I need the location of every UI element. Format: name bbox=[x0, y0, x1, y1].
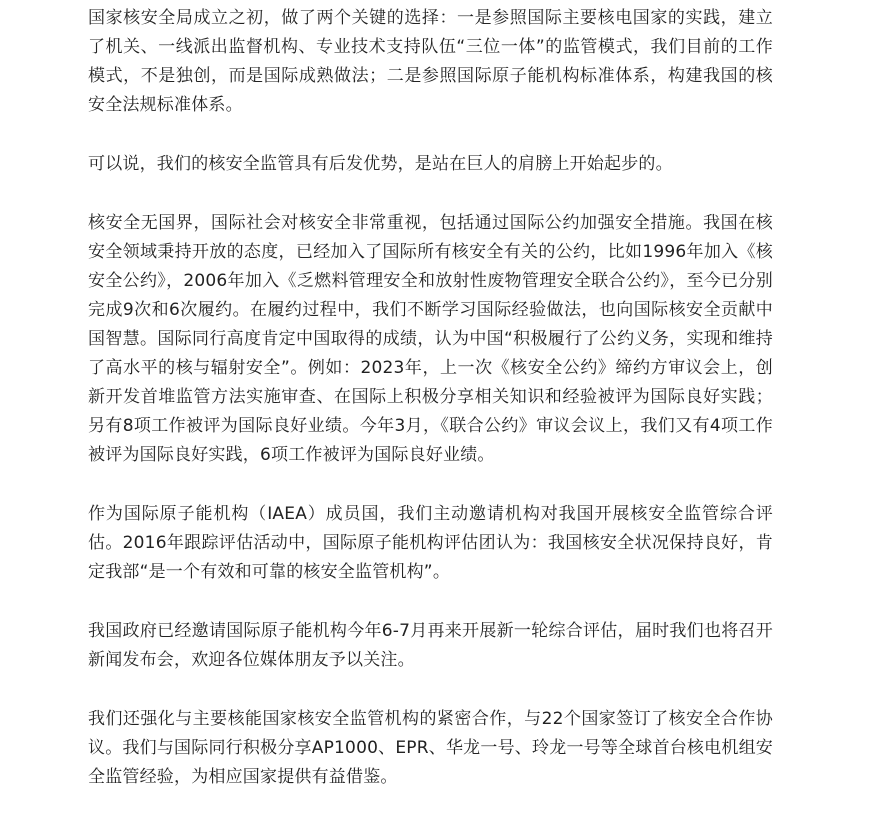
paragraph-bilateral-cooperation: 我们还强化与主要核能国家核安全监管机构的紧密合作，与22个国家签订了核安全合作协议。我们与国际同行积极分享AP1000、EPR、华龙一号、玲龙一号等全球首台核电机组安全监管经验，为相应国家提供有益借鉴。 bbox=[88, 709, 773, 787]
paragraph-new-assessment: 我国政府已经邀请国际原子能机构今年6-7月再来开展新一轮综合评估，届时我们也将召开新闻发布会，欢迎各位媒体朋友予以关注。 bbox=[88, 621, 773, 670]
paragraph-founding-choices: 国家核安全局成立之初，做了两个关键的选择：一是参照国际主要核电国家的实践，建立了机关、一线派出监督机构、专业技术支持队伍“三位一体”的监管模式，我们目前的工作模式，不是独创，而是国际成熟做法；二是参照国际原子能机构标准体系，构建我国的核安全法规标准体系。 bbox=[88, 8, 773, 115]
paragraph-iaea-review: 作为国际原子能机构（IAEA）成员国，我们主动邀请机构对我国开展核安全监管综合评估。2016年跟踪评估活动中，国际原子能机构评估团认为：我国核安全状况保持良好，肯定我部“是一个有效和可靠的核安全监管机构”。 bbox=[88, 504, 773, 582]
article-body bbox=[88, 4, 773, 822]
paragraph-international-conventions: 核安全无国界，国际社会对核安全非常重视，包括通过国际公约加强安全措施。我国在核安全领域秉持开放的态度，已经加入了国际所有核安全有关的公约，比如1996年加入《核安全公约》，2006年加入《乏燃料管理安全和放射性废物管理安全联合公约》，至今已分别完成9次和6次履约。在履约过程中，我们不断学习国际经验做法，也向国际核安全贡献中国智慧。国际同行高度肯定中国取得的成绩，认为中国“积极履行了公约义务，实现和维持了高水平的核与辐射安全”。例如：2023年，上一次《核安全公约》缔约方审议会上，创新开发首堆监管方法实施审查、在国际上积极分享相关知识和经验被评为国际良好实践；另有8项工作被评为国际良好业绩。今年3月，《联合公约》审议会议上，我们又有4项工作被评为国际良好实践，6项工作被评为国际良好业绩。 bbox=[88, 213, 773, 465]
paragraph-latecomer-advantage: 可以说，我们的核安全监管具有后发优势，是站在巨人的肩膀上开始起步的。 bbox=[88, 154, 673, 174]
